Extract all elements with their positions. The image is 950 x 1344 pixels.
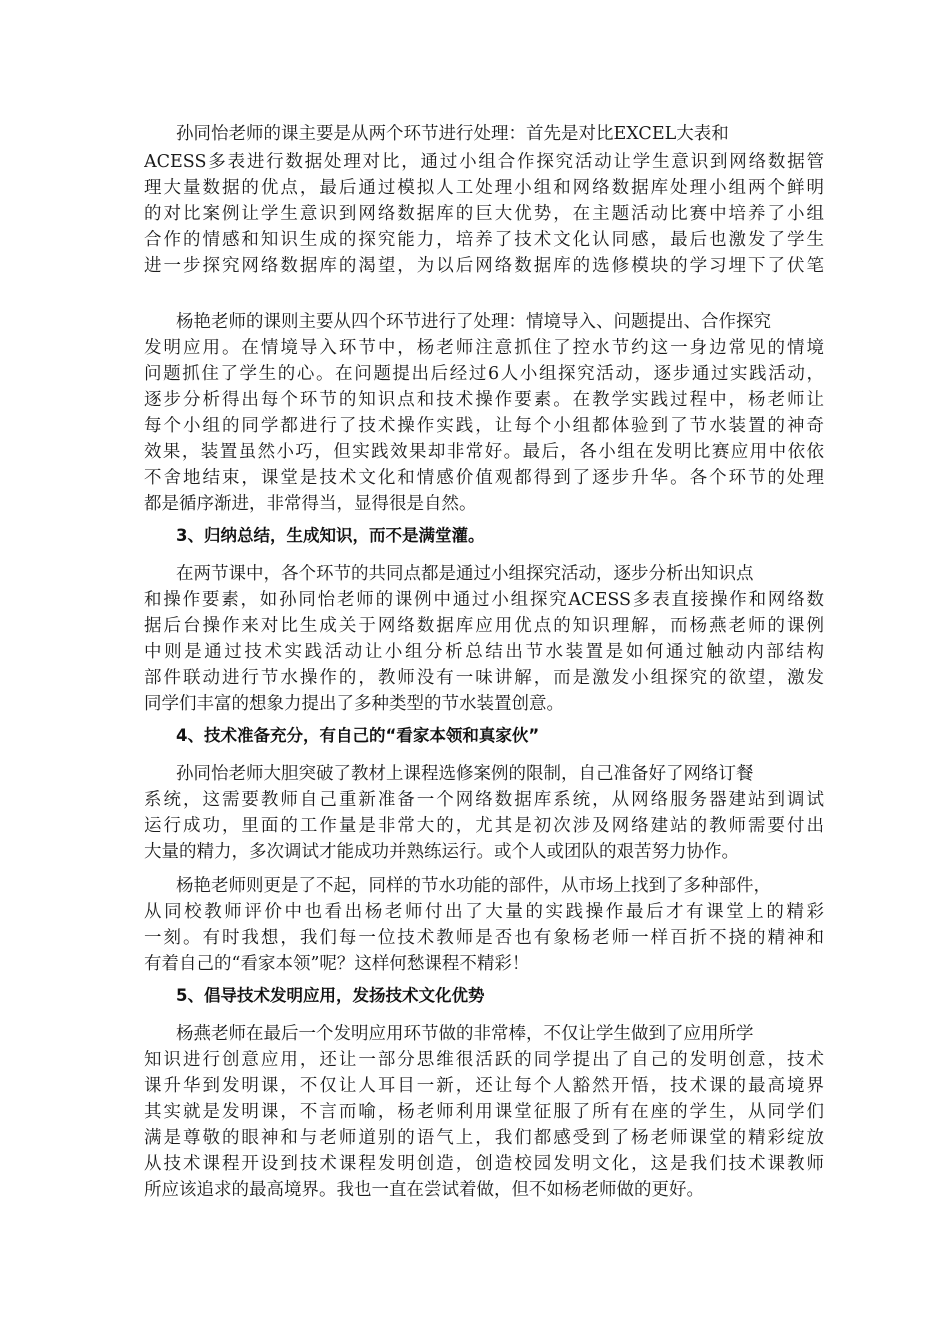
section-heading-4: 4、技术准备充分，有自己的“看家本领和真家伙” bbox=[176, 726, 540, 745]
text-line: 杨燕老师在最后一个发明应用环节做的非常棒，不仅让学生做到了应用所学 bbox=[176, 1024, 754, 1044]
text-line: 中则是通过技术实践活动让小组分析总结出节水装置是如何通过触动内部结构 bbox=[144, 642, 824, 662]
text-line: 进一步探究网络数据库的渴望，为以后网络数据库的选修模块的学习埋下了伏笔 bbox=[144, 256, 824, 276]
text-line: 在两节课中，各个环节的共同点都是通过小组探究活动，逐步分析出知识点 bbox=[176, 564, 754, 584]
text-line: 和操作要素，如孙同怡老师的课例中通过小组探究ACESS多表直接操作和网络数 bbox=[144, 590, 824, 610]
text-line: 有着自己的“看家本领”呢？这样何愁课程不精彩！ bbox=[144, 954, 530, 974]
text-line: 大量的精力，多次调试才能成功并熟练运行。或个人或团队的艰苦努力协作。 bbox=[144, 842, 739, 862]
text-line: 运行成功，里面的工作量是非常大的，尤其是初次涉及网络建站的教师需要付出 bbox=[144, 816, 824, 836]
text-line: 所应该追求的最高境界。我也一直在尝试着做，但不如杨老师做的更好。 bbox=[144, 1180, 704, 1200]
text-line: 的对比案例让学生意识到网络数据库的巨大优势，在主题活动比赛中培养了小组 bbox=[144, 204, 824, 224]
text-line: ACESS多表进行数据处理对比，通过小组合作探究活动让学生意识到网络数据管 bbox=[144, 152, 824, 172]
text-line: 系统，这需要教师自己重新准备一个网络数据库系统，从网络服务器建站到调试 bbox=[144, 790, 824, 810]
text-line: 问题抓住了学生的心。在问题提出后经过6人小组探究活动，逐步通过实践活动， bbox=[144, 364, 824, 384]
text-line: 满是尊敬的眼神和与老师道别的语气上，我们都感受到了杨老师课堂的精彩绽放 bbox=[144, 1128, 824, 1148]
text-line: 从同校教师评价中也看出杨老师付出了大量的实践操作最后才有课堂上的精彩 bbox=[144, 902, 824, 922]
text-line: 杨艳老师的课则主要从四个环节进行了处理：情境导入、问题提出、合作探究 bbox=[176, 312, 771, 332]
text-line: 不舍地结束，课堂是技术文化和情感价值观都得到了逐步升华。各个环节的处理 bbox=[144, 468, 824, 488]
section-heading-3: 3、归纳总结，生成知识，而不是满堂灌。 bbox=[176, 526, 485, 545]
text-line: 杨艳老师则更是了不起，同样的节水功能的部件，从市场上找到了多种部件， bbox=[176, 876, 771, 896]
text-line: 逐步分析得出每个环节的知识点和技术操作要素。在教学实践过程中，杨老师让 bbox=[144, 390, 824, 410]
text-line: 同学们丰富的想象力提出了多种类型的节水装置创意。 bbox=[144, 694, 564, 714]
text-line: 发明应用。在情境导入环节中，杨老师注意抓住了控水节约这一身边常见的情境 bbox=[144, 338, 824, 358]
text-line: 合作的情感和知识生成的探究能力，培养了技术文化认同感，最后也激发了学生 bbox=[144, 230, 824, 250]
text-line: 效果，装置虽然小巧，但实践效果却非常好。最后，各小组在发明比赛应用中依依 bbox=[144, 442, 824, 462]
text-line: 孙同怡老师大胆突破了教材上课程选修案例的限制，自己准备好了网络订餐 bbox=[176, 764, 754, 784]
text-line: 据后台操作来对比生成关于网络数据库应用优点的知识理解，而杨燕老师的课例 bbox=[144, 616, 824, 636]
text-line: 一刻。有时我想，我们每一位技术教师是否也有象杨老师一样百折不挠的精神和 bbox=[144, 928, 824, 948]
text-line: 知识进行创意应用，还让一部分思维很活跃的同学提出了自己的发明创意，技术 bbox=[144, 1050, 824, 1070]
text-line: 从技术课程开设到技术课程发明创造，创造校园发明文化，这是我们技术课教师 bbox=[144, 1154, 824, 1174]
text-line: 其实就是发明课，不言而喻，杨老师利用课堂征服了所有在座的学生，从同学们 bbox=[144, 1102, 824, 1122]
text-line: 部件联动进行节水操作的，教师没有一味讲解，而是激发小组探究的欲望，激发 bbox=[144, 668, 824, 688]
text-line: 孙同怡老师的课主要是从两个环节进行处理：首先是对比EXCEL大表和 bbox=[176, 124, 729, 144]
section-heading-5: 5、倡导技术发明应用，发扬技术文化优势 bbox=[176, 986, 485, 1005]
text-line: 理大量数据的优点，最后通过模拟人工处理小组和网络数据库处理小组两个鲜明 bbox=[144, 178, 824, 198]
text-line: 都是循序渐进，非常得当，显得很是自然。 bbox=[144, 494, 477, 514]
text-line: 课升华到发明课，不仅让人耳目一新，还让每个人豁然开悟，技术课的最高境界 bbox=[144, 1076, 824, 1096]
text-line: 每个小组的同学都进行了技术操作实践，让每个小组都体验到了节水装置的神奇 bbox=[144, 416, 824, 436]
